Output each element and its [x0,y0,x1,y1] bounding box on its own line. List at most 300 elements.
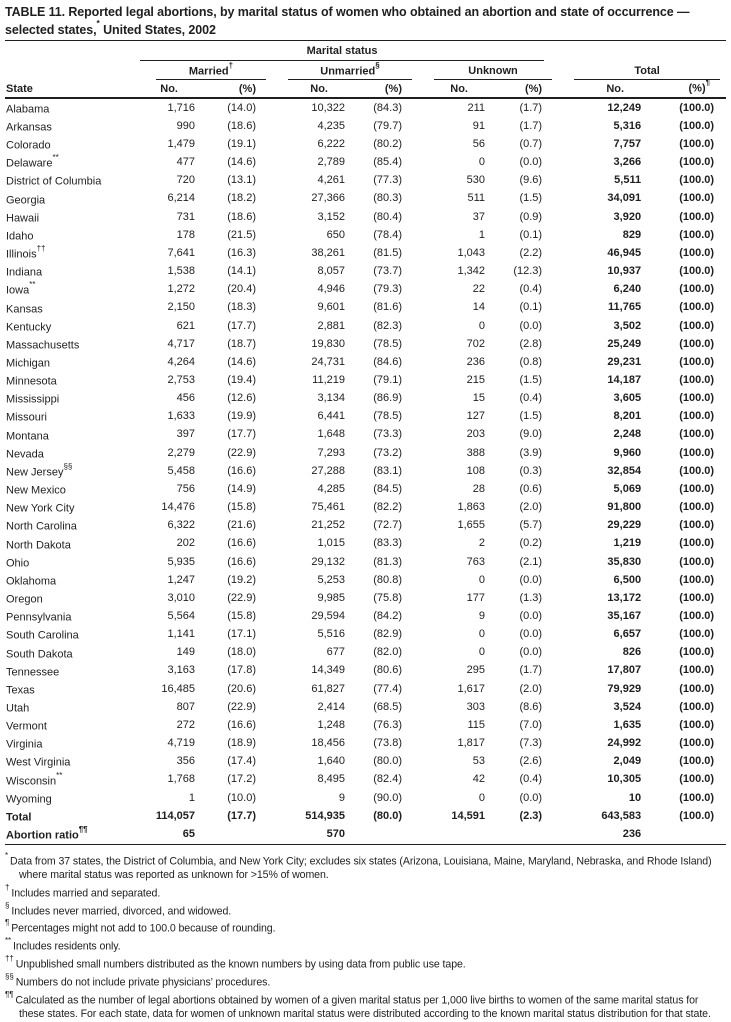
unknown-pct-cell: (0.8) [519,355,543,368]
table-row [5,716,726,734]
unmarried-no-cell: 29,594 [311,610,345,623]
table-row [5,662,726,680]
unmarried-pct-cell: (79.7) [373,119,402,132]
table-row [5,317,726,335]
married-no-header: No. [140,80,200,98]
unmarried-pct-header: (%) [350,80,418,98]
state-name-cell: Iowa** [6,280,36,298]
married-pct-cell: (18.7) [227,337,256,350]
table-title [5,6,726,37]
unmarried-no-cell: 14,349 [311,664,345,677]
unknown-pct-cell: (0.0) [519,156,543,169]
state-name-cell: Massachusetts [6,339,80,352]
unmarried-label: Unmarried [320,65,376,78]
total-no-cell: 14,187 [607,373,642,386]
footnote [5,883,726,901]
total-no-cell: 24,992 [607,737,642,750]
total-pct-cell: (100.0) [679,646,715,659]
state-name-cell: Indiana [6,266,43,279]
unknown-pct-cell: (1.5) [519,373,543,386]
footnote-marker: * [5,851,9,861]
total-no-cell: 35,830 [607,555,642,568]
married-pct-header: (%) [200,80,272,98]
married-no-cell: 65 [140,825,200,845]
unmarried-pct-cell: (76.3) [373,718,402,731]
unknown-no-cell: 177 [466,591,485,604]
state-name-cell: Tennessee [6,666,60,679]
unmarried-no-cell: 4,285 [317,482,345,495]
married-no-cell: 756 [176,482,195,495]
total-pct-cell [646,825,726,845]
footnote-text: Includes never married, divorced, and widowed. [11,905,232,918]
state-name-cell: Texas [6,684,35,697]
married-pct-cell: (17.7) [227,428,256,441]
unmarried-no-cell: 6,222 [317,137,345,150]
unknown-pct-cell: (1.7) [519,119,543,132]
table-header [5,41,726,98]
married-pct-cell: (12.6) [227,392,256,405]
married-pct-cell: (16.6) [227,464,256,477]
unmarried-no-cell: 21,252 [311,519,345,532]
state-name-cell: Georgia [6,194,46,207]
title-footnote-marker: * [96,17,100,28]
total-pct-cell: (100.0) [679,337,715,350]
unknown-no-cell: 0 [478,646,485,659]
married-pct-cell: (21.6) [227,519,256,532]
unmarried-no-cell: 8,057 [317,265,345,278]
unmarried-pct-cell [350,825,418,845]
table-row [5,389,726,407]
unmarried-pct-cell: (73.2) [373,446,402,459]
footnote-marker: ¶¶ [5,990,14,1000]
table-row [5,353,726,371]
unknown-no-cell: 1 [478,228,485,241]
married-pct-cell: (14.0) [227,101,256,114]
unknown-pct-cell: (0.4) [519,773,543,786]
unmarried-pct-cell: (80.0) [373,755,402,768]
married-pct-cell: (18.9) [227,737,256,750]
unmarried-no-cell: 1,640 [317,755,345,768]
total-pct-cell: (100.0) [679,809,715,822]
married-pct-cell: (19.1) [227,137,256,150]
footnote-marker: ** [5,936,12,946]
footnote-text: Includes residents only. [13,940,121,953]
total-no-cell: 7,757 [613,137,642,150]
married-pct-cell: (18.0) [227,646,256,659]
married-pct-cell: (16.6) [227,537,256,550]
table-row [5,734,726,752]
unmarried-pct-cell: (73.7) [373,265,402,278]
table-row [5,299,726,317]
married-pct-cell: (15.8) [227,610,256,623]
unmarried-pct-cell: (84.5) [373,482,402,495]
unmarried-pct-cell: (81.3) [373,555,402,568]
table-row [5,280,726,298]
unmarried-pct-cell: (77.4) [373,682,402,695]
unmarried-no-cell: 2,789 [317,156,345,169]
married-no-cell: 1,247 [167,573,195,586]
total-pct-cell: (100.0) [679,137,715,150]
total-pct-cell: (100.0) [679,373,715,386]
footnote-marker: †† [5,954,14,964]
unknown-no-cell: 56 [472,137,485,150]
unknown-pct-cell: (0.1) [519,228,543,241]
unmarried-pct-cell: (90.0) [373,791,402,804]
unknown-no-cell: 108 [466,464,485,477]
footnote [5,851,726,882]
unmarried-pct-cell: (81.5) [373,246,402,259]
total-pct-cell: (100.0) [679,501,715,514]
unknown-pct-cell: (7.3) [519,737,543,750]
total-pct-header [646,80,726,98]
total-no-cell: 46,945 [607,246,642,259]
married-no-cell: 1,538 [167,265,195,278]
married-no-cell: 720 [176,174,195,187]
married-pct-cell: (18.6) [227,210,256,223]
table-row [5,607,726,625]
married-no-cell: 2,279 [167,446,195,459]
table-row [5,752,726,770]
unmarried-no-cell: 5,253 [317,573,345,586]
unmarried-no-cell: 75,461 [311,501,345,514]
married-no-cell: 6,214 [167,192,195,205]
married-pct-cell: (14.1) [227,265,256,278]
total-pct-cell: (100.0) [679,718,715,731]
total-no-cell: 79,929 [607,682,642,695]
state-name-cell: Total [6,811,32,824]
unknown-pct-cell: (2.0) [519,682,543,695]
unknown-pct-cell: (8.6) [519,700,543,713]
total-no-cell: 1,635 [613,718,642,731]
total-no-cell: 13,172 [607,591,642,604]
state-name-cell: Montana [6,430,49,443]
state-name-cell: Nevada [6,448,44,461]
unknown-no-cell: 2 [478,537,485,550]
married-pct-cell: (17.4) [227,755,256,768]
unmarried-pct-cell: (86.9) [373,392,402,405]
footnote-marker: ¶ [5,918,10,928]
unmarried-pct-cell: (77.3) [373,174,402,187]
total-pct-label: (%) [688,82,706,95]
subheader-row [5,80,726,98]
unknown-no-cell: 1,655 [457,519,485,532]
unknown-pct-cell: (0.0) [519,610,543,623]
unmarried-no-cell: 18,456 [311,737,345,750]
table-row [5,244,726,262]
unmarried-no-cell: 29,132 [311,555,345,568]
total-no-header: No. [558,80,646,98]
state-name-cell: New Mexico [6,484,66,497]
unmarried-no-cell: 9 [338,791,345,804]
married-footnote-marker: † [228,60,234,70]
married-no-cell: 356 [176,755,195,768]
unknown-no-cell: 0 [478,791,485,804]
unknown-pct-cell: (0.0) [519,791,543,804]
married-pct-cell: (17.8) [227,664,256,677]
unknown-pct-cell: (0.6) [519,482,543,495]
total-no-cell: 12,249 [607,101,642,114]
total-no-cell: 236 [558,825,646,845]
marital-status-label: Marital status [140,45,544,61]
total-pct-cell: (100.0) [679,319,715,332]
header-blank [5,61,140,80]
unknown-no-cell: 511 [467,192,485,205]
total-no-cell: 5,069 [613,482,642,495]
state-name-cell: Wyoming [6,793,52,806]
state-name-cell: New Jersey§§ [6,461,73,479]
state-name-cell: North Carolina [6,521,77,534]
married-pct-cell: (17.1) [227,628,256,641]
unmarried-pct-cell: (82.2) [373,501,402,514]
unknown-pct-cell: (2.6) [519,755,543,768]
married-no-cell: 178 [176,228,195,241]
unknown-pct-cell: (0.7) [519,137,543,150]
unknown-no-cell: 0 [478,319,485,332]
married-pct-cell: (10.0) [227,791,256,804]
unknown-pct-cell: (2.8) [519,337,543,350]
table-row [5,426,726,444]
total-pct-cell: (100.0) [679,101,715,114]
unmarried-no-cell: 10,322 [311,101,345,114]
state-name-cell: Wisconsin** [6,770,63,788]
state-name-cell: Illinois†† [6,244,46,261]
total-pct-cell: (100.0) [679,700,715,713]
unmarried-pct-cell: (80.3) [373,192,402,205]
unmarried-pct-cell: (80.6) [373,664,402,677]
unknown-no-cell: 9 [478,610,485,623]
unknown-no-cell: 0 [478,628,485,641]
state-name-cell: Hawaii [6,212,40,225]
unknown-pct-cell: (1.5) [519,192,543,205]
state-name-cell: Abortion ratio¶¶ [5,825,140,845]
unknown-pct-cell: (1.3) [519,591,543,604]
total-no-cell: 826 [622,646,642,659]
total-pct-cell: (100.0) [679,555,715,568]
state-name-cell: Missouri [6,412,47,425]
unknown-no-cell: 702 [466,337,485,350]
unmarried-no-cell: 677 [326,646,345,659]
unmarried-no-cell: 9,601 [317,301,345,314]
footnote-text: Includes married and separated. [11,887,161,900]
state-name-cell: West Virginia [6,757,71,770]
table-row [5,571,726,589]
married-no-cell: 7,641 [167,246,195,259]
total-pct-cell: (100.0) [679,174,715,187]
total-pct-cell: (100.0) [679,610,715,623]
unmarried-no-cell: 61,827 [311,682,345,695]
unmarried-no-cell: 9,985 [317,591,345,604]
unknown-no-cell: 763 [466,555,485,568]
total-no-cell: 3,502 [613,319,642,332]
unmarried-pct-cell: (82.4) [373,773,402,786]
table-row [5,444,726,462]
unknown-pct-cell: (0.2) [519,537,543,550]
unmarried-pct-cell: (83.1) [373,464,402,477]
state-name-cell: Virginia [6,738,43,751]
unmarried-pct-cell: (82.9) [373,628,402,641]
unknown-pct-cell: (2.3) [519,809,543,822]
married-pct-cell: (14.6) [227,156,256,169]
unknown-no-cell: 203 [466,428,485,441]
header-blank [558,41,726,62]
married-no-cell: 1,141 [167,628,195,641]
table-body [5,98,726,845]
married-pct-cell: (18.2) [227,192,256,205]
unmarried-pct-cell: (84.2) [373,610,402,623]
unknown-pct-cell: (0.3) [519,464,543,477]
group-married [140,61,272,80]
table-row [5,589,726,607]
married-no-cell: 1,768 [167,773,195,786]
married-pct-cell: (18.3) [227,301,256,314]
unmarried-no-cell: 514,935 [305,809,345,822]
unmarried-pct-cell: (73.8) [373,737,402,750]
unknown-no-cell: 0 [478,573,485,586]
table-row [5,462,726,480]
married-no-cell: 1,633 [167,410,195,423]
unmarried-pct-cell: (78.4) [373,228,402,241]
unmarried-pct-cell: (80.2) [373,137,402,150]
unknown-no-cell: 1,617 [457,682,485,695]
unknown-pct-cell: (2.0) [519,501,543,514]
total-pct-cell: (100.0) [679,410,715,423]
total-pct-cell: (100.0) [679,773,715,786]
married-no-cell: 2,753 [167,373,195,386]
state-name-cell: Ohio [6,557,30,570]
married-no-cell: 3,010 [167,591,195,604]
total-pct-cell: (100.0) [679,428,715,441]
married-no-cell: 16,485 [161,682,195,695]
state-name-cell: Minnesota [6,375,57,388]
unmarried-pct-cell: (68.5) [373,700,402,713]
total-pct-cell: (100.0) [679,210,715,223]
unmarried-pct-cell: (72.7) [373,519,402,532]
total-pct-cell: (100.0) [679,192,715,205]
unknown-no-cell: 215 [466,373,485,386]
total-no-cell: 11,765 [608,301,642,314]
unknown-pct-cell: (0.0) [519,646,543,659]
unmarried-no-cell: 2,881 [317,319,345,332]
unknown-pct-cell: (1.7) [519,664,543,677]
unmarried-no-cell: 1,648 [317,428,345,441]
total-no-cell: 32,854 [607,464,642,477]
table-row [5,807,726,825]
state-name-cell: Mississippi [6,393,60,406]
total-no-cell: 5,511 [614,174,642,187]
state-name-cell: Alabama [6,103,50,116]
married-pct-cell: (14.9) [227,482,256,495]
married-pct-cell: (18.6) [227,119,256,132]
state-name-cell: South Carolina [6,630,79,642]
total-pct-cell: (100.0) [679,119,715,132]
table-row [5,825,726,845]
married-no-cell: 5,564 [167,610,195,623]
unmarried-pct-cell: (84.6) [373,355,402,368]
unmarried-no-cell: 7,293 [317,446,345,459]
married-pct-cell: (19.9) [227,410,256,423]
unmarried-no-cell: 38,261 [311,246,345,259]
married-pct-cell: (17.7) [227,809,256,822]
total-no-cell: 91,800 [607,501,642,514]
unknown-no-cell: 15 [472,392,485,405]
state-name-cell: North Dakota [6,539,71,552]
unknown-pct-cell: (0.0) [519,319,543,332]
married-pct-cell: (20.6) [227,682,256,695]
total-no-cell: 1,219 [613,537,642,550]
unknown-pct-cell: (3.9) [519,446,543,459]
total-no-cell: 34,091 [607,192,642,205]
table-row [5,644,726,662]
unmarried-footnote-marker: § [375,60,380,70]
table-row [5,135,726,153]
married-pct-cell: (16.6) [227,555,256,568]
total-pct-cell: (100.0) [679,537,715,550]
unknown-pct-cell: (0.0) [519,628,543,641]
married-no-cell: 272 [176,718,195,731]
table-row [5,698,726,716]
married-no-cell: 4,717 [167,337,195,350]
unknown-no-cell: 28 [472,482,485,495]
unmarried-no-cell: 8,495 [317,773,345,786]
unmarried-pct-cell: (73.3) [373,428,402,441]
unmarried-pct-cell: (78.5) [373,337,402,350]
unknown-no-cell: 1,043 [457,246,485,259]
married-pct-cell: (16.3) [227,246,256,259]
footnote [5,901,726,919]
married-no-cell: 6,322 [167,519,195,532]
unmarried-pct-cell: (78.5) [373,410,402,423]
unknown-no-cell: 42 [472,773,485,786]
state-column-header: State [5,80,140,98]
total-no-cell: 8,201 [613,410,642,423]
table-row [5,480,726,498]
total-no-cell: 6,240 [613,283,642,296]
total-pct-cell: (100.0) [679,301,715,314]
unmarried-no-cell: 6,441 [317,410,345,423]
state-name-cell: Kansas [6,303,43,316]
table-row [5,498,726,516]
unknown-no-cell [418,825,490,845]
married-pct-cell: (20.4) [227,283,256,296]
unknown-no-cell: 14,591 [451,809,485,822]
unknown-no-cell: 1,817 [457,737,485,750]
unknown-no-header: No. [418,80,490,98]
table-row [5,625,726,643]
group-unmarried [272,61,418,80]
table-title-text: TABLE 11. Reported legal abortions, by marital status of women who obtained an abortion and state of occurrence — selected states, [5,5,690,37]
married-no-cell: 5,458 [167,464,195,477]
group-unknown [418,61,558,80]
unknown-pct-cell: (0.4) [519,392,543,405]
unmarried-pct-cell: (82.0) [373,646,402,659]
unmarried-no-header: No. [272,80,350,98]
total-no-cell: 10 [628,791,642,804]
unmarried-pct-cell: (80.4) [373,210,402,223]
total-no-cell: 2,049 [613,755,642,768]
unknown-pct-cell: (0.9) [519,210,543,223]
total-no-cell: 10,305 [607,773,642,786]
unknown-no-cell: 22 [472,283,485,296]
spanner-row [5,41,726,62]
married-pct-cell: (17.7) [227,319,256,332]
married-label: Married [188,65,229,78]
header-blank [5,41,140,62]
married-no-cell: 202 [176,537,195,550]
total-pct-cell: (100.0) [679,664,715,677]
total-no-cell: 35,167 [607,610,642,623]
footnote [5,918,726,936]
unmarried-pct-cell: (82.3) [373,319,402,332]
